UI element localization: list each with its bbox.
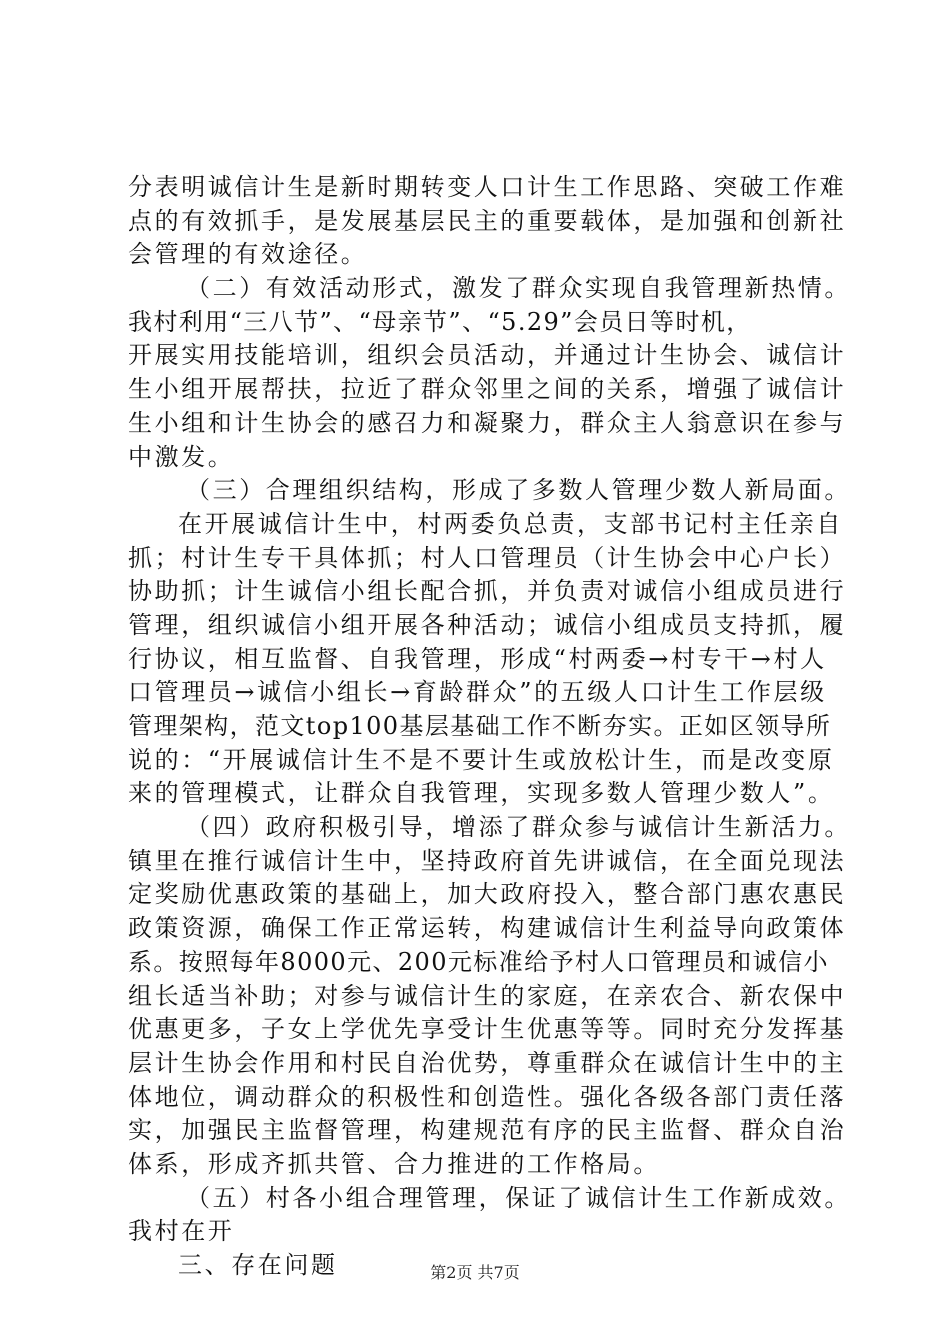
text-line: 会管理的有效途径。 [128,240,368,269]
text-line: 协助抓；计生诚信小组长配合抓，并负责对诚信小组成员进行 [128,577,847,606]
text-line: 我村在开 [128,1217,235,1246]
text-line: 来的管理模式，让群众自我管理，实现多数人管理少数人”。 [128,779,835,808]
text-line: 口管理员→诚信小组长→育龄群众”的五级人口计生工作层级 [128,678,827,707]
section-heading-5: （五）村各小组合理管理，保证了诚信计生工作新成效。 [186,1183,851,1212]
text-line: 体系，形成齐抓共管、合力推进的工作格局。 [128,1149,660,1178]
section-heading-2: （二）有效活动形式，激发了群众实现自我管理新热情。 [186,274,851,303]
text-line: 我村利用“三八节”、“母亲节”、“5.29”会员日等时机， [128,307,752,336]
text-line: 生小组和计生协会的感召力和凝聚力，群众主人翁意识在参与 [128,408,847,437]
page-footer: 第2页 共7页 [430,1263,520,1282]
text-line: 体地位，调动群众的积极性和创造性。强化各级各部门责任落 [128,1082,847,1111]
text-line: 定奖励优惠政策的基础上，加大政府投入，整合部门惠农惠民 [128,880,847,909]
text-line: 说的：“开展诚信计生不是不要计生或放松计生，而是改变原 [128,745,835,774]
section-heading-4: （四）政府积极引导，增添了群众参与诚信计生新活力。 [186,813,851,842]
text-line: 行协议，相互监督、自我管理，形成“村两委→村专干→村人 [128,644,827,673]
section-heading-problems: 三、存在问题 [178,1251,338,1279]
text-line: 抓；村计生专干具体抓；村人口管理员（计生协会中心户长） [128,543,847,572]
text-line: 生小组开展帮扶，拉近了群众邻里之间的关系，增强了诚信计 [128,375,847,404]
text-line: 实，加强民主监督管理，构建规范有序的民主监督、群众自治 [128,1116,847,1145]
text-line: 开展实用技能培训，组织会员活动，并通过计生协会、诚信计 [128,341,847,370]
text-line: 中激发。 [128,442,235,471]
text-line: 管理架构，范文top100基层基础工作不断夯实。正如区领导所 [128,712,832,740]
document-body [128,171,851,1283]
text-line: 在开展诚信计生中，村两委负总责，支部书记村主任亲自 [178,509,843,538]
text-line: 系。按照每年8000元、200元标准给予村人口管理员和诚信小 [128,947,829,976]
text-line: 优惠更多，子女上学优先享受计生优惠等等。同时充分发挥基 [128,1015,847,1044]
text-line: 层计生协会作用和村民自治优势，尊重群众在诚信计生中的主 [128,1048,847,1077]
text-line: 点的有效抓手，是发展基层民主的重要载体，是加强和创新社 [128,206,847,235]
text-line: 政策资源，确保工作正常运转，构建诚信计生利益导向政策体 [128,914,847,943]
section-heading-3: （三）合理组织结构，形成了多数人管理少数人新局面。 [186,476,851,505]
text-line: 组长适当补助；对参与诚信计生的家庭，在亲农合、新农保中 [128,981,847,1010]
text-line: 镇里在推行诚信计生中，坚持政府首先讲诚信，在全面兑现法 [128,846,847,875]
text-line: 管理，组织诚信小组开展各种活动；诚信小组成员支持抓，履 [128,610,847,639]
text-line: 分表明诚信计生是新时期转变人口计生工作思路、突破工作难 [128,173,847,201]
